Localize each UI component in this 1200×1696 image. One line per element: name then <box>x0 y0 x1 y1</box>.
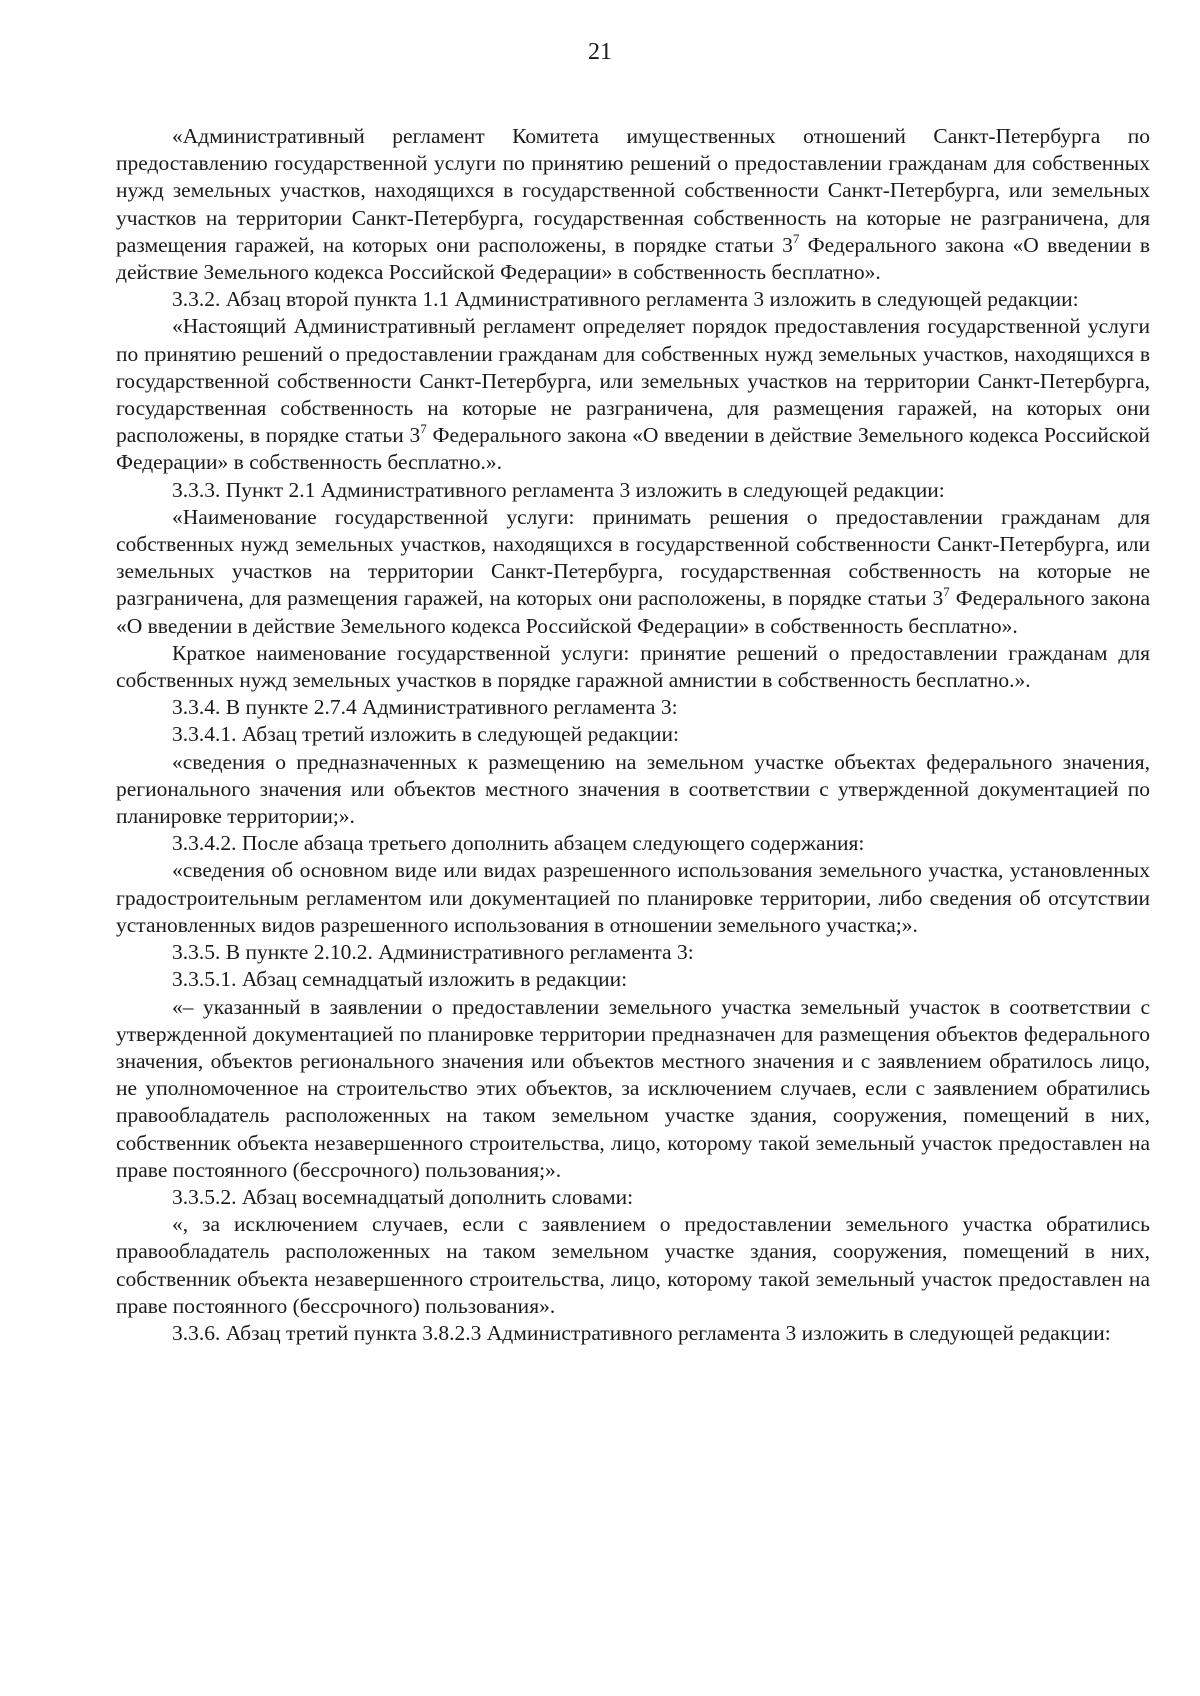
paragraph-text: Краткое наименование государственной услуги: принятие решений о предоставлении гражданам для собственных нужд земельных участков в порядке гаражной амнистии в собственность бесплатно.». <box>116 640 1150 693</box>
paragraph-3-3-2 <box>116 286 1150 313</box>
paragraph-text: 3.3.4.1. Абзац третий изложить в следующей редакции: <box>172 722 679 747</box>
paragraph-quote-info-use <box>116 857 1150 939</box>
paragraph-text: «сведения о предназначенных к размещению на земельном участке объектах федерального значения, регионального значения или объектов местного значения в соответствии с утвержденной документацией по планировке территории;». <box>116 749 1150 829</box>
paragraph-text: 3.3.2. Абзац второй пункта 1.1 Административного регламента 3 изложить в следующей редакции: <box>172 287 1079 312</box>
superscript: 7 <box>792 230 800 246</box>
superscript: 7 <box>943 584 950 600</box>
paragraph-3-3-6 <box>116 1320 1150 1347</box>
paragraph-text: 3.3.4. В пункте 2.7.4 Административного регламента 3: <box>172 695 678 720</box>
paragraph-text: «сведения об основном виде или видах разрешенного использования земельного участка, установленных градостроительным регламентом или документацией по планировке территории, либо сведения об отсутствии установленных видов разрешенного использования в отношении земельного участка;». <box>116 858 1150 937</box>
paragraph-text: Федерального закона «О введении в действие Земельного кодекса Российской Федерации» в собственность бесплатно». <box>116 586 1150 638</box>
paragraph-text: 3.3.4.2. После абзаца третьего дополнить абзацем следующего содержания: <box>172 831 865 856</box>
paragraph-text: 3.3.5. В пункте 2.10.2. Административного регламента 3: <box>172 940 694 965</box>
paragraph-text: «, за исключением случаев, если с заявлением о предоставлении земельного участка обратились правообладатель расположенных на таком земельном участке здания, сооружения, помещений в них, собственник объекта незавершенного строительства, лицо, которому такой земельный участок предоставлен на праве постоянного (бессрочного) пользования». <box>116 1212 1150 1318</box>
paragraph-3-3-3 <box>116 477 1150 504</box>
paragraph-text: «Наименование государственной услуги: принимать решения о предоставлении гражданам для собственных нужд земельных участков, находящихся в государственной собственности Санкт-Петербурга, или земельных участков на территории Санкт-Петербурга, государственная собственность на которые не разграничена, для размещения гаражей, на которых они расположены, в порядке статьи 3 <box>116 504 1150 611</box>
paragraph-text: «Административный регламент Комитета имущественных отношений Санкт-Петербурга по предоставлению государственной услуги по принятию решений о предоставлении гражданам для собственных нужд земельных участков, находящихся в государственной собственности Санкт-Петербурга, или земельных участков на территории Санкт-Петербурга, государственная собственность на которые не разграничена, для размещения гаражей, на которых они расположены, в порядке статьи 3 <box>116 124 1150 257</box>
paragraph-3-3-5 <box>116 939 1150 966</box>
paragraph-quote-title <box>116 123 1150 286</box>
paragraph-text: 3.3.5.1. Абзац семнадцатый изложить в редакции: <box>172 967 628 992</box>
paragraph-text: Федерального закона «О введении в действие Земельного кодекса Российской Федерации» в собственность бесплатно.». <box>116 423 1150 475</box>
paragraph-3-3-4-2 <box>116 830 1150 857</box>
paragraph-quote-indicated <box>116 994 1150 1184</box>
paragraph-3-3-5-1 <box>116 966 1150 993</box>
paragraph-text: «Настоящий Административный регламент определяет порядок предоставления государственной услуги по принятию решений о предоставлении гражданам для собственных нужд земельных участков, находящихся в государственной собственности Санкт-Петербурга, или земельных участков на территории Санкт-Петербурга, государственная собственность на которые не разграничена, для размещения гаражей, на которых они расположены, в порядке статьи 3 <box>116 314 1150 448</box>
paragraph-quote-name <box>116 504 1150 640</box>
paragraph-3-3-4-1 <box>116 721 1150 748</box>
superscript: 7 <box>420 421 427 437</box>
paragraph-3-3-5-2 <box>116 1184 1150 1211</box>
paragraph-quote-except <box>116 1211 1150 1320</box>
paragraph-text: 3.3.6. Абзац третий пункта 3.8.2.3 Административного регламента 3 изложить в следующей редакции: <box>172 1320 1111 1345</box>
document-body <box>116 123 1150 1347</box>
paragraph-text: «– указанный в заявлении о предоставлении земельного участка земельный участок в соответствии с утвержденной документацией по планировке территории предназначен для размещения объектов федерального значения, объектов регионального значения или объектов местного значения и с заявлением обратилось лицо, не уполномоченное на строительство этих объектов, за исключением случаев, если с заявлением обратились правообладатель расположенных на таком земельном участке здания, сооружения, помещений в них, собственник объекта незавершенного строительства, лицо, которому такой земельный участок предоставлен на праве постоянного (бессрочного) пользования;». <box>116 994 1150 1182</box>
paragraph-short-name <box>116 640 1150 694</box>
paragraph-quote-present <box>116 313 1150 476</box>
paragraph-quote-info-objects <box>116 749 1150 831</box>
paragraph-text: Федерального закона «О введении в действие Земельного кодекса Российской Федерации» в собственность бесплатно». <box>116 232 1150 285</box>
page-number: 21 <box>588 39 612 65</box>
paragraph-text: 3.3.3. Пункт 2.1 Административного регламента 3 изложить в следующей редакции: <box>172 477 945 502</box>
paragraph-3-3-4 <box>116 694 1150 721</box>
paragraph-text: 3.3.5.2. Абзац восемнадцатый дополнить словами: <box>172 1184 634 1209</box>
